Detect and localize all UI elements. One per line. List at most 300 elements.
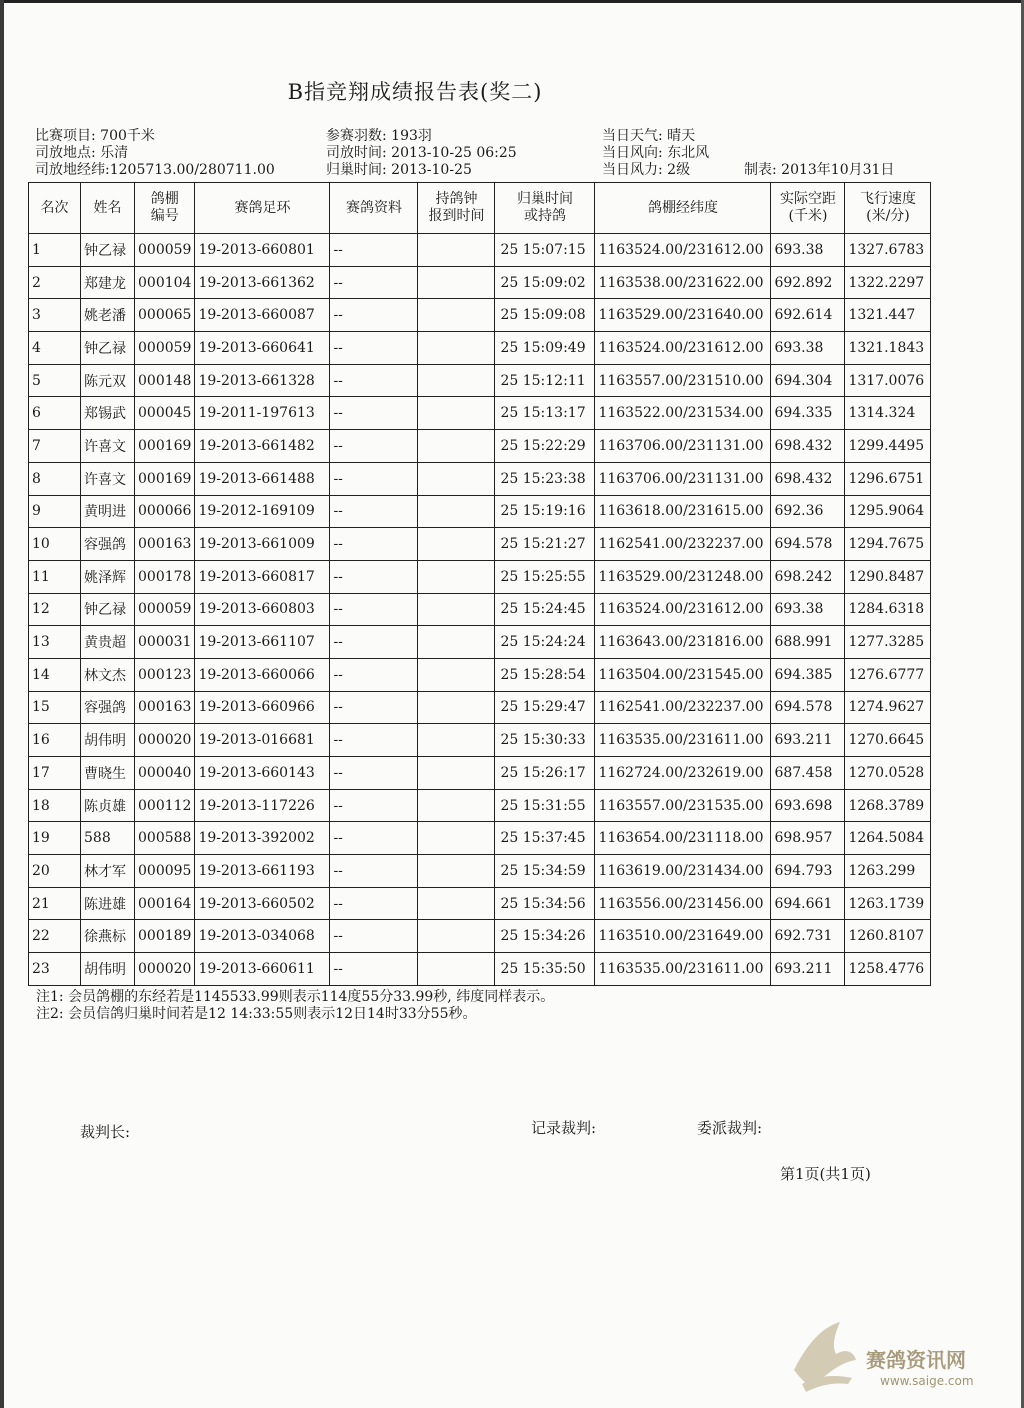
speed-cell: 1295.9064	[845, 495, 931, 528]
column-header-line: 鸽棚经纬度	[647, 199, 718, 216]
scan-edge-left	[0, 0, 4, 1408]
name-cell: 容强鸽	[81, 691, 135, 724]
loft-no-cell: 000112	[135, 789, 195, 822]
info-cell: --	[330, 724, 418, 757]
clock-time-cell	[418, 789, 495, 822]
table-row	[29, 920, 931, 953]
arrival-time-cell: 25 15:26:17	[495, 757, 595, 790]
column-header-line: 编号	[150, 208, 179, 224]
race-info-column-3	[602, 128, 709, 179]
info-cell: --	[330, 757, 418, 790]
table-row	[29, 593, 931, 626]
table-row	[29, 691, 931, 724]
coordinates-cell: 1162724.00/232619.00	[595, 757, 771, 790]
speed-cell: 1321.1843	[845, 332, 931, 365]
watermark-text: 赛鸽资讯网	[866, 1348, 966, 1372]
table-row	[29, 495, 931, 528]
coordinates-cell: 1162541.00/232237.00	[595, 691, 771, 724]
loft-no-cell: 000189	[135, 920, 195, 953]
ring-cell: 19-2013-661107	[195, 626, 330, 659]
rank-cell: 5	[29, 364, 81, 397]
arrival-time-cell: 25 15:34:56	[495, 887, 595, 920]
rank-cell: 9	[29, 495, 81, 528]
distance-cell: 698.432	[771, 430, 845, 463]
rank-cell: 10	[29, 528, 81, 561]
ring-cell: 19-2013-661488	[195, 462, 330, 495]
arrival-time-cell: 25 15:07:15	[495, 234, 595, 267]
ring-cell: 19-2012-169109	[195, 495, 330, 528]
coordinates-cell: 1163557.00/231510.00	[595, 364, 771, 397]
arrival-time-cell: 25 15:30:33	[495, 724, 595, 757]
page-title: B指竞翔成绩报告表(奖二)	[287, 80, 543, 104]
table-header-row	[29, 183, 931, 234]
info-cell: --	[330, 789, 418, 822]
table-row	[29, 789, 931, 822]
ring-cell: 19-2013-660611	[195, 953, 330, 986]
clock-time-cell	[418, 332, 495, 365]
arrival-time-cell: 25 15:09:08	[495, 299, 595, 332]
wind-force: 当日风力: 2级	[602, 162, 691, 178]
distance-cell: 693.698	[771, 789, 845, 822]
rank-cell: 17	[29, 757, 81, 790]
coordinates-cell: 1163522.00/231534.00	[595, 397, 771, 430]
arrival-time-cell: 25 15:35:50	[495, 953, 595, 986]
distance-cell: 694.335	[771, 397, 845, 430]
entries-count: 参赛羽数: 193羽	[326, 128, 432, 144]
speed-cell: 1264.5084	[845, 822, 931, 855]
ring-cell: 19-2013-117226	[195, 789, 330, 822]
distance-cell: 698.242	[771, 560, 845, 593]
distance-cell: 693.38	[771, 593, 845, 626]
distance-cell: 692.36	[771, 495, 845, 528]
arrival-time-cell: 25 15:12:11	[495, 364, 595, 397]
column-header	[595, 183, 771, 234]
info-cell: --	[330, 234, 418, 267]
coordinates-cell: 1163510.00/231649.00	[595, 920, 771, 953]
loft-no-cell: 000178	[135, 560, 195, 593]
clock-time-cell	[418, 953, 495, 986]
speed-cell: 1296.6751	[845, 462, 931, 495]
distance-cell: 698.957	[771, 822, 845, 855]
name-cell: 588	[81, 822, 135, 855]
recording-judge-label: 记录裁判:	[531, 1119, 597, 1137]
rank-cell: 22	[29, 920, 81, 953]
column-header	[330, 183, 418, 234]
coordinates-cell: 1163706.00/231131.00	[595, 430, 771, 463]
speed-cell: 1317.0076	[845, 364, 931, 397]
loft-no-cell: 000059	[135, 332, 195, 365]
rank-cell: 7	[29, 430, 81, 463]
clock-time-cell	[418, 560, 495, 593]
speed-cell: 1299.4495	[845, 430, 931, 463]
watermark-url: www.saige.com	[880, 1374, 974, 1388]
coordinates-cell: 1163535.00/231611.00	[595, 724, 771, 757]
name-cell: 钟乙禄	[81, 332, 135, 365]
arrival-time-cell: 25 15:23:38	[495, 462, 595, 495]
table-row	[29, 953, 931, 986]
column-header-line: 或持鸽	[523, 208, 566, 224]
table-row	[29, 724, 931, 757]
speed-cell: 1290.8487	[845, 560, 931, 593]
distance-cell: 692.731	[771, 920, 845, 953]
coordinates-cell: 1163557.00/231535.00	[595, 789, 771, 822]
name-cell: 郑锡武	[81, 397, 135, 430]
rank-cell: 11	[29, 560, 81, 593]
speed-cell: 1314.324	[845, 397, 931, 430]
loft-no-cell: 000065	[135, 299, 195, 332]
loft-no-cell: 000020	[135, 724, 195, 757]
name-cell: 胡伟明	[81, 953, 135, 986]
wind-direction: 当日风向: 东北风	[602, 145, 710, 161]
coordinates-cell: 1163524.00/231612.00	[595, 234, 771, 267]
column-header-line: 赛鸽足环	[234, 199, 291, 216]
table-row	[29, 364, 931, 397]
loft-no-cell: 000104	[135, 266, 195, 299]
clock-time-cell	[418, 234, 495, 267]
clock-time-cell	[418, 691, 495, 724]
info-cell: --	[330, 528, 418, 561]
rank-cell: 18	[29, 789, 81, 822]
name-cell: 许喜文	[81, 430, 135, 463]
name-cell: 徐燕标	[81, 920, 135, 953]
loft-no-cell: 000164	[135, 887, 195, 920]
name-cell: 容强鸽	[81, 528, 135, 561]
coordinates-cell: 1163654.00/231118.00	[595, 822, 771, 855]
scan-edge-top	[0, 0, 1024, 3]
loft-no-cell: 000163	[135, 691, 195, 724]
column-header-line: 报到时间	[428, 208, 485, 224]
arrival-time-cell: 25 15:25:55	[495, 560, 595, 593]
ring-cell: 19-2013-660087	[195, 299, 330, 332]
table-row	[29, 658, 931, 691]
column-header-line: 赛鸽资料	[345, 199, 402, 216]
name-cell: 黄贵超	[81, 626, 135, 659]
coordinates-cell: 1163619.00/231434.00	[595, 855, 771, 888]
table-row	[29, 332, 931, 365]
info-cell: --	[330, 658, 418, 691]
column-header-line: 鸽棚	[150, 191, 179, 207]
loft-no-cell: 000040	[135, 757, 195, 790]
arrival-time-cell: 25 15:34:59	[495, 855, 595, 888]
arrival-time-cell: 25 15:37:45	[495, 822, 595, 855]
clock-time-cell	[418, 822, 495, 855]
arrival-time-cell: 25 15:19:16	[495, 495, 595, 528]
distance-cell: 687.458	[771, 757, 845, 790]
speed-cell: 1276.6777	[845, 658, 931, 691]
info-cell: --	[330, 462, 418, 495]
column-header	[495, 183, 595, 234]
distance-cell: 693.211	[771, 724, 845, 757]
name-cell: 胡伟明	[81, 724, 135, 757]
ring-cell: 19-2013-660801	[195, 234, 330, 267]
speed-cell: 1284.6318	[845, 593, 931, 626]
coordinates-cell: 1162541.00/232237.00	[595, 528, 771, 561]
speed-cell: 1260.8107	[845, 920, 931, 953]
arrival-time-cell: 25 15:28:54	[495, 658, 595, 691]
name-cell: 钟乙禄	[81, 593, 135, 626]
info-cell: --	[330, 593, 418, 626]
table-row	[29, 299, 931, 332]
column-header-line: 姓名	[93, 199, 122, 216]
coordinates-cell: 1163538.00/231622.00	[595, 266, 771, 299]
ring-cell: 19-2013-661362	[195, 266, 330, 299]
table-row	[29, 234, 931, 267]
name-cell: 陈进雄	[81, 887, 135, 920]
note-1: 注1: 会员鸽棚的东经若是1145533.99则表示114度55分33.99秒, 纬度同样表示。	[36, 989, 555, 1005]
arrival-time-cell: 25 15:34:26	[495, 920, 595, 953]
distance-cell: 692.614	[771, 299, 845, 332]
table-row	[29, 528, 931, 561]
info-cell: --	[330, 397, 418, 430]
loft-no-cell: 000031	[135, 626, 195, 659]
loft-no-cell: 000163	[135, 528, 195, 561]
made-date: 制表: 2013年10月31日	[744, 162, 895, 178]
ring-cell: 19-2013-660502	[195, 887, 330, 920]
clock-time-cell	[418, 920, 495, 953]
arrival-time-cell: 25 15:22:29	[495, 430, 595, 463]
rank-cell: 4	[29, 332, 81, 365]
arrival-time-cell: 25 15:21:27	[495, 528, 595, 561]
race-info-column-2	[326, 128, 517, 179]
info-cell: --	[330, 822, 418, 855]
column-header-line: 名次	[40, 199, 69, 216]
distance-cell: 698.432	[771, 462, 845, 495]
weather: 当日天气: 晴天	[602, 128, 696, 144]
coordinates-cell: 1163535.00/231611.00	[595, 953, 771, 986]
clock-time-cell	[418, 626, 495, 659]
race-info-column-1	[35, 128, 275, 179]
info-cell: --	[330, 266, 418, 299]
rank-cell: 12	[29, 593, 81, 626]
table-row	[29, 757, 931, 790]
column-header	[29, 183, 81, 234]
column-header	[845, 183, 931, 234]
race-item: 比赛项目: 700千米	[35, 128, 155, 144]
assigned-judge-label: 委派裁判:	[697, 1119, 763, 1137]
info-cell: --	[330, 920, 418, 953]
ring-cell: 19-2013-660641	[195, 332, 330, 365]
arrival-time-cell: 25 15:09:02	[495, 266, 595, 299]
clock-time-cell	[418, 430, 495, 463]
speed-cell: 1322.2297	[845, 266, 931, 299]
column-header	[418, 183, 495, 234]
chief-judge-label: 裁判长:	[80, 1123, 131, 1141]
return-time: 归巢时间: 2013-10-25	[326, 162, 472, 178]
loft-no-cell: 000020	[135, 953, 195, 986]
info-cell: --	[330, 495, 418, 528]
ring-cell: 19-2011-197613	[195, 397, 330, 430]
ring-cell: 19-2013-661328	[195, 364, 330, 397]
info-cell: --	[330, 364, 418, 397]
speed-cell: 1263.1739	[845, 887, 931, 920]
speed-cell: 1321.447	[845, 299, 931, 332]
clock-time-cell	[418, 364, 495, 397]
name-cell: 陈元双	[81, 364, 135, 397]
speed-cell: 1277.3285	[845, 626, 931, 659]
table-row	[29, 266, 931, 299]
column-header	[135, 183, 195, 234]
loft-no-cell: 000045	[135, 397, 195, 430]
name-cell: 林才军	[81, 855, 135, 888]
loft-no-cell: 000123	[135, 658, 195, 691]
coordinates-cell: 1163556.00/231456.00	[595, 887, 771, 920]
ring-cell: 19-2013-661482	[195, 430, 330, 463]
coordinates-cell: 1163524.00/231612.00	[595, 332, 771, 365]
speed-cell: 1274.9627	[845, 691, 931, 724]
info-cell: --	[330, 430, 418, 463]
column-header	[81, 183, 135, 234]
clock-time-cell	[418, 266, 495, 299]
info-cell: --	[330, 953, 418, 986]
info-cell: --	[330, 299, 418, 332]
arrival-time-cell: 25 15:09:49	[495, 332, 595, 365]
rank-cell: 20	[29, 855, 81, 888]
ring-cell: 19-2013-016681	[195, 724, 330, 757]
speed-cell: 1270.0528	[845, 757, 931, 790]
speed-cell: 1263.299	[845, 855, 931, 888]
ring-cell: 19-2013-660817	[195, 560, 330, 593]
table-row	[29, 560, 931, 593]
loft-no-cell: 000169	[135, 430, 195, 463]
column-header-line: 实际空距	[779, 191, 836, 207]
ring-cell: 19-2013-392002	[195, 822, 330, 855]
speed-cell: 1270.6645	[845, 724, 931, 757]
rank-cell: 6	[29, 397, 81, 430]
table-row	[29, 855, 931, 888]
name-cell: 许喜文	[81, 462, 135, 495]
clock-time-cell	[418, 495, 495, 528]
distance-cell: 694.385	[771, 658, 845, 691]
clock-time-cell	[418, 593, 495, 626]
distance-cell: 694.578	[771, 528, 845, 561]
clock-time-cell	[418, 658, 495, 691]
clock-time-cell	[418, 299, 495, 332]
table-row	[29, 462, 931, 495]
clock-time-cell	[418, 724, 495, 757]
rank-cell: 1	[29, 234, 81, 267]
info-cell: --	[330, 887, 418, 920]
rank-cell: 19	[29, 822, 81, 855]
clock-time-cell	[418, 855, 495, 888]
speed-cell: 1294.7675	[845, 528, 931, 561]
table-row	[29, 822, 931, 855]
table-row	[29, 430, 931, 463]
rank-cell: 2	[29, 266, 81, 299]
release-place: 司放地点: 乐清	[35, 145, 129, 161]
clock-time-cell	[418, 528, 495, 561]
loft-no-cell: 000059	[135, 593, 195, 626]
name-cell: 黄明进	[81, 495, 135, 528]
column-header-line: 归巢时间	[516, 191, 573, 207]
coordinates-cell: 1163529.00/231248.00	[595, 560, 771, 593]
name-cell: 姚泽辉	[81, 560, 135, 593]
speed-cell: 1268.3789	[845, 789, 931, 822]
info-cell: --	[330, 855, 418, 888]
coordinates-cell: 1163524.00/231612.00	[595, 593, 771, 626]
arrival-time-cell: 25 15:13:17	[495, 397, 595, 430]
column-header	[771, 183, 845, 234]
info-cell: --	[330, 560, 418, 593]
info-cell: --	[330, 691, 418, 724]
rank-cell: 15	[29, 691, 81, 724]
note-2: 注2: 会员信鸽归巢时间若是12 14:33:55则表示12日14时33分55秒。	[36, 1006, 477, 1022]
table-row	[29, 397, 931, 430]
column-header-line: 持鸽钟	[435, 191, 478, 207]
ring-cell: 19-2013-661193	[195, 855, 330, 888]
clock-time-cell	[418, 757, 495, 790]
ring-cell: 19-2013-660143	[195, 757, 330, 790]
coordinates-cell: 1163529.00/231640.00	[595, 299, 771, 332]
coordinates-cell: 1163706.00/231131.00	[595, 462, 771, 495]
rank-cell: 23	[29, 953, 81, 986]
distance-cell: 694.578	[771, 691, 845, 724]
clock-time-cell	[418, 397, 495, 430]
name-cell: 姚老潘	[81, 299, 135, 332]
table-row	[29, 626, 931, 659]
arrival-time-cell: 25 15:24:45	[495, 593, 595, 626]
speed-cell: 1258.4776	[845, 953, 931, 986]
ring-cell: 19-2013-660066	[195, 658, 330, 691]
page-number: 第1页(共1页)	[780, 1165, 871, 1183]
rank-cell: 13	[29, 626, 81, 659]
column-header-line: (千米)	[788, 208, 828, 224]
name-cell: 钟乙禄	[81, 234, 135, 267]
name-cell: 陈贞雄	[81, 789, 135, 822]
distance-cell: 693.38	[771, 332, 845, 365]
rank-cell: 21	[29, 887, 81, 920]
distance-cell: 693.38	[771, 234, 845, 267]
column-header-line: 飞行速度	[859, 191, 916, 207]
results-table	[28, 182, 931, 986]
coordinates-cell: 1163504.00/231545.00	[595, 658, 771, 691]
rank-cell: 14	[29, 658, 81, 691]
arrival-time-cell: 25 15:29:47	[495, 691, 595, 724]
column-header	[195, 183, 330, 234]
info-cell: --	[330, 332, 418, 365]
coordinates-cell: 1163618.00/231615.00	[595, 495, 771, 528]
arrival-time-cell: 25 15:31:55	[495, 789, 595, 822]
ring-cell: 19-2013-034068	[195, 920, 330, 953]
info-cell: --	[330, 626, 418, 659]
clock-time-cell	[418, 887, 495, 920]
table-row	[29, 887, 931, 920]
release-coordinates: 司放地经纬:1205713.00/280711.00	[35, 162, 275, 178]
loft-no-cell: 000066	[135, 495, 195, 528]
ring-cell: 19-2013-660803	[195, 593, 330, 626]
ring-cell: 19-2013-660966	[195, 691, 330, 724]
distance-cell: 692.892	[771, 266, 845, 299]
notes	[36, 989, 554, 1023]
rank-cell: 8	[29, 462, 81, 495]
loft-no-cell: 000059	[135, 234, 195, 267]
name-cell: 郑建龙	[81, 266, 135, 299]
name-cell: 林文杰	[81, 658, 135, 691]
loft-no-cell: 000169	[135, 462, 195, 495]
distance-cell: 694.304	[771, 364, 845, 397]
distance-cell: 693.211	[771, 953, 845, 986]
ring-cell: 19-2013-661009	[195, 528, 330, 561]
distance-cell: 688.991	[771, 626, 845, 659]
rank-cell: 16	[29, 724, 81, 757]
speed-cell: 1327.6783	[845, 234, 931, 267]
loft-no-cell: 000588	[135, 822, 195, 855]
rank-cell: 3	[29, 299, 81, 332]
clock-time-cell	[418, 462, 495, 495]
coordinates-cell: 1163643.00/231816.00	[595, 626, 771, 659]
arrival-time-cell: 25 15:24:24	[495, 626, 595, 659]
column-header-line: (米/分)	[866, 208, 910, 224]
loft-no-cell: 000148	[135, 364, 195, 397]
